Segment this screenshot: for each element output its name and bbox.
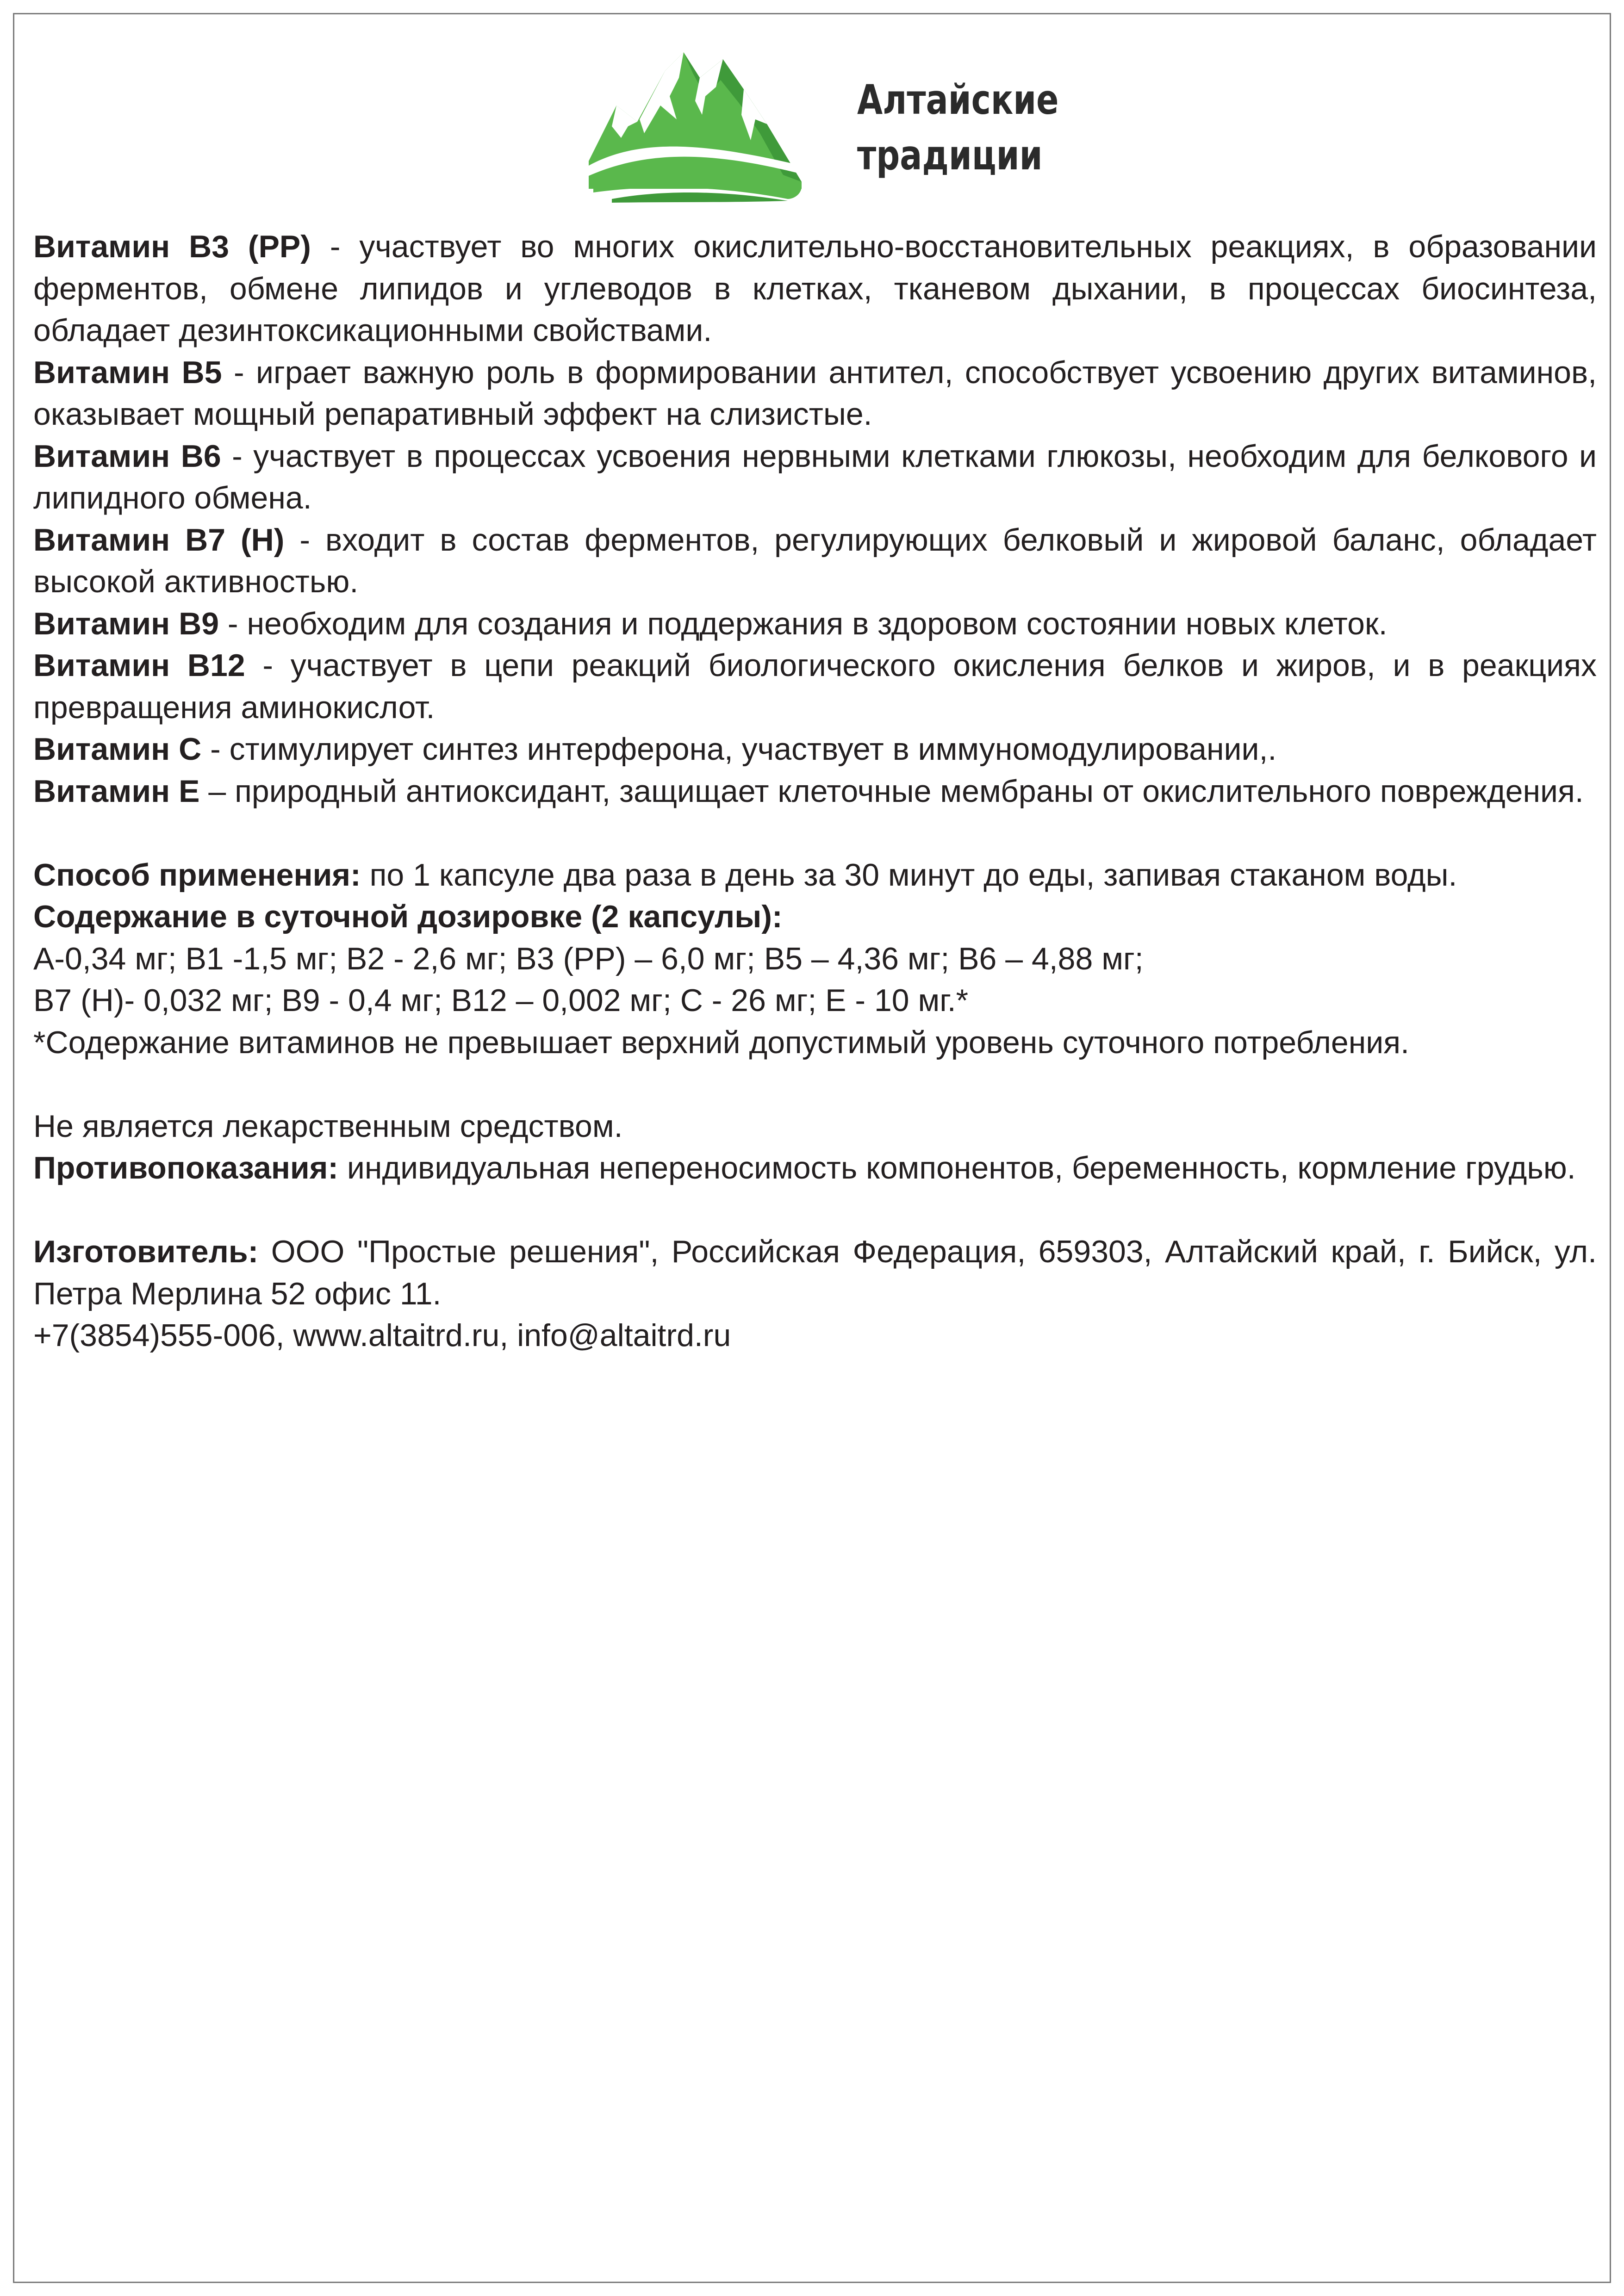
contraindications-label: Противопоказания: bbox=[33, 1150, 339, 1185]
dosage-line-2: B7 (H)- 0,032 мг; В9 - 0,4 мг; В12 – 0,002 мг; С - 26 мг; Е - 10 мг.* bbox=[33, 983, 969, 1018]
vitamin-name: Витамин B12 bbox=[33, 648, 245, 683]
manufacturer-text: ООО "Простые решения", Российская Федерация, 659303, Алтайский край, г. Бийск, ул. Петра Мерлина 52 офис 11. bbox=[33, 1234, 1597, 1311]
usage-label: Способ применения: bbox=[33, 857, 361, 893]
usage-paragraph bbox=[33, 854, 1597, 896]
dosage-label: Содержание в суточной дозировке (2 капсулы): bbox=[33, 899, 783, 934]
vitamin-description: - участвует в цепи реакций биологического окисления белков и жиров, и в реакциях превращения аминокислот. bbox=[33, 648, 1597, 725]
vitamin-name: Витамин B3 (PP) bbox=[33, 229, 311, 264]
contraindications-paragraph bbox=[33, 1147, 1597, 1189]
vitamin-description: - стимулирует синтез интерферона, участвует в иммуномодулировании,. bbox=[201, 732, 1277, 767]
spacer bbox=[33, 812, 1597, 854]
vitamin-b5-paragraph bbox=[33, 352, 1597, 435]
vitamin-name: Витамин С bbox=[33, 732, 202, 767]
vitamin-b7-paragraph bbox=[33, 519, 1597, 603]
dosage-note: *Содержание витаминов не превышает верхний допустимый уровень суточного потребления. bbox=[33, 1024, 1409, 1060]
usage-text: по 1 капсуле два раза в день за 30 минут до еды, запивая стаканом воды. bbox=[361, 857, 1457, 893]
dosage-heading bbox=[33, 896, 1597, 938]
contraindications-text: индивидуальная непереносимость компонентов, беременность, кормление грудью. bbox=[338, 1150, 1576, 1185]
vitamin-name: Витамин Е bbox=[33, 773, 200, 809]
spacer bbox=[33, 1063, 1597, 1105]
vitamin-name: Витамин B6 bbox=[33, 438, 221, 474]
vitamin-b9-paragraph bbox=[33, 603, 1597, 645]
vitamin-b3-paragraph bbox=[33, 226, 1597, 352]
vitamin-e-paragraph bbox=[33, 770, 1597, 813]
vitamin-description: - необходим для создания и поддержания в здоровом состоянии новых клеток. bbox=[219, 606, 1388, 641]
brand-name bbox=[857, 72, 1059, 183]
vitamin-name: Витамин B7 (H) bbox=[33, 522, 285, 558]
vitamin-description: - участвует в процессах усвоения нервными клетками глюкозы, необходим для белкового и липидного обмена. bbox=[33, 438, 1597, 515]
mountain-logo-icon bbox=[584, 27, 806, 203]
not-medicine-notice: Не является лекарственным средством. bbox=[33, 1108, 623, 1144]
vitamin-c-paragraph bbox=[33, 728, 1597, 770]
vitamin-b6-paragraph bbox=[33, 435, 1597, 519]
dosage-line-1: А-0,34 мг; В1 -1,5 мг; В2 - 2,6 мг; В3 (PP) – 6,0 мг; В5 – 4,36 мг; В6 – 4,88 мг; bbox=[33, 941, 1144, 976]
brand-logo bbox=[584, 27, 1059, 212]
brand-name-line2: традиции bbox=[857, 131, 1043, 179]
vitamin-name: Витамин B5 bbox=[33, 354, 222, 390]
manufacturer-paragraph bbox=[33, 1231, 1597, 1315]
vitamin-description: - играет важную роль в формировании антител, способствует усвоению других витаминов, оказывает мощный репаративный эффект на слизистые. bbox=[33, 354, 1597, 432]
manufacturer-label: Изготовитель: bbox=[33, 1234, 259, 1269]
brand-name-line1: Алтайские bbox=[857, 76, 1059, 124]
vitamin-name: Витамин B9 bbox=[33, 606, 219, 641]
vitamin-description: - входит в состав ферментов, регулирующих белковый и жировой баланс, обладает высокой активностью. bbox=[33, 522, 1597, 599]
vitamin-description: – природный антиоксидант, защищает клеточные мембраны от окислительного повреждения. bbox=[199, 773, 1584, 809]
vitamin-b12-paragraph bbox=[33, 645, 1597, 728]
document-body bbox=[33, 226, 1597, 1357]
vitamin-description: - участвует во многих окислительно-восстановительных реакциях, в образовании ферментов, обмене липидов и углеводов в клетках, тканевом дыхании, в процессах биосинтеза, обладает дезинтоксикационными свойствами. bbox=[33, 229, 1597, 348]
manufacturer-contacts: +7(3854)555-006, www.altaitrd.ru, info@altaitrd.ru bbox=[33, 1318, 731, 1353]
spacer bbox=[33, 1189, 1597, 1231]
